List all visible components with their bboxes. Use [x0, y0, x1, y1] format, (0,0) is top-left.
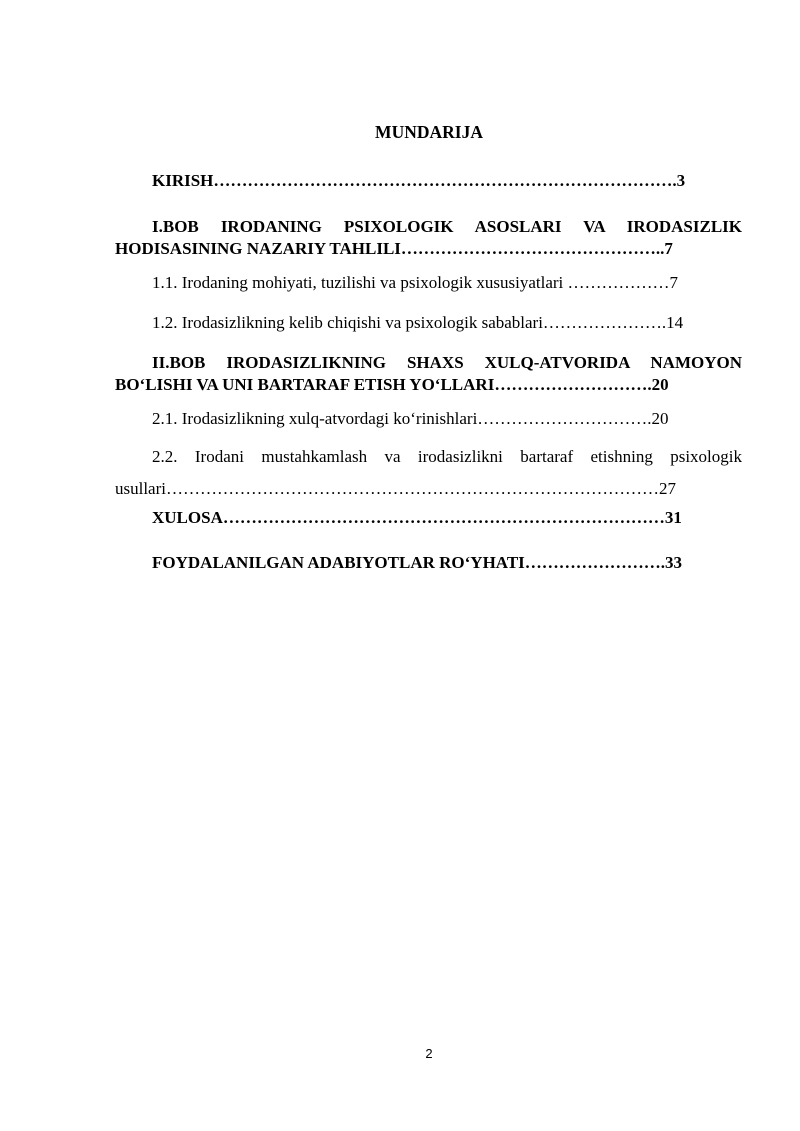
- toc-line: XULOSA……………………………………………………………………31: [152, 508, 682, 527]
- toc-entry-kirish: [115, 170, 742, 192]
- toc-line: FOYDALANILGAN ADABIYOTLAR RO‘YHATI…………………….33: [152, 553, 683, 572]
- toc-line: 2.1. Irodasizlikning xulq-atvordagi ko‘rinishlari………………………….20: [152, 409, 669, 428]
- toc-line: usullari……………………………………………………………………………27: [115, 479, 676, 498]
- toc-line: 1.1. Irodaning mohiyati, tuzilishi va psixologik xususiyatlari ………………7: [152, 273, 679, 292]
- toc-line: HODISASINING NAZARIY TAHLILI………………………………………..7: [115, 239, 673, 258]
- toc-entry-chapter-1: [115, 216, 742, 260]
- toc-entry-chapter-2: [115, 352, 742, 396]
- page-title: MUNDARIJA: [375, 122, 483, 142]
- toc-entry-section-1-2: [115, 312, 742, 334]
- toc-line: KIRISH……………………………………………………………………….3: [152, 171, 686, 190]
- toc-entry-section-2-1: [115, 408, 742, 430]
- toc-entry-section-1-1: [115, 272, 742, 294]
- toc-entry-xulosa: [115, 507, 742, 529]
- toc-entry-references: [115, 552, 742, 574]
- toc-entry-section-2-2: [115, 441, 742, 505]
- toc-line: I.BOB IRODANING PSIXOLOGIK ASOSLARI VA IRODASIZLIK: [152, 217, 742, 236]
- toc-line: BO‘LISHI VA UNI BARTARAF ETISH YO‘LLARI……………………….20: [115, 375, 669, 394]
- toc-line: II.BOB IRODASIZLIKNING SHAXS XULQ-ATVORIDA NAMOYON: [152, 353, 742, 372]
- toc-line: 2.2. Irodani mustahkamlash va irodasizlikni bartaraf etishning psixologik: [152, 447, 742, 466]
- toc-line: 1.2. Irodasizlikning kelib chiqishi va psixologik sabablari………………….14: [152, 313, 684, 332]
- page-number: 2: [425, 1046, 433, 1061]
